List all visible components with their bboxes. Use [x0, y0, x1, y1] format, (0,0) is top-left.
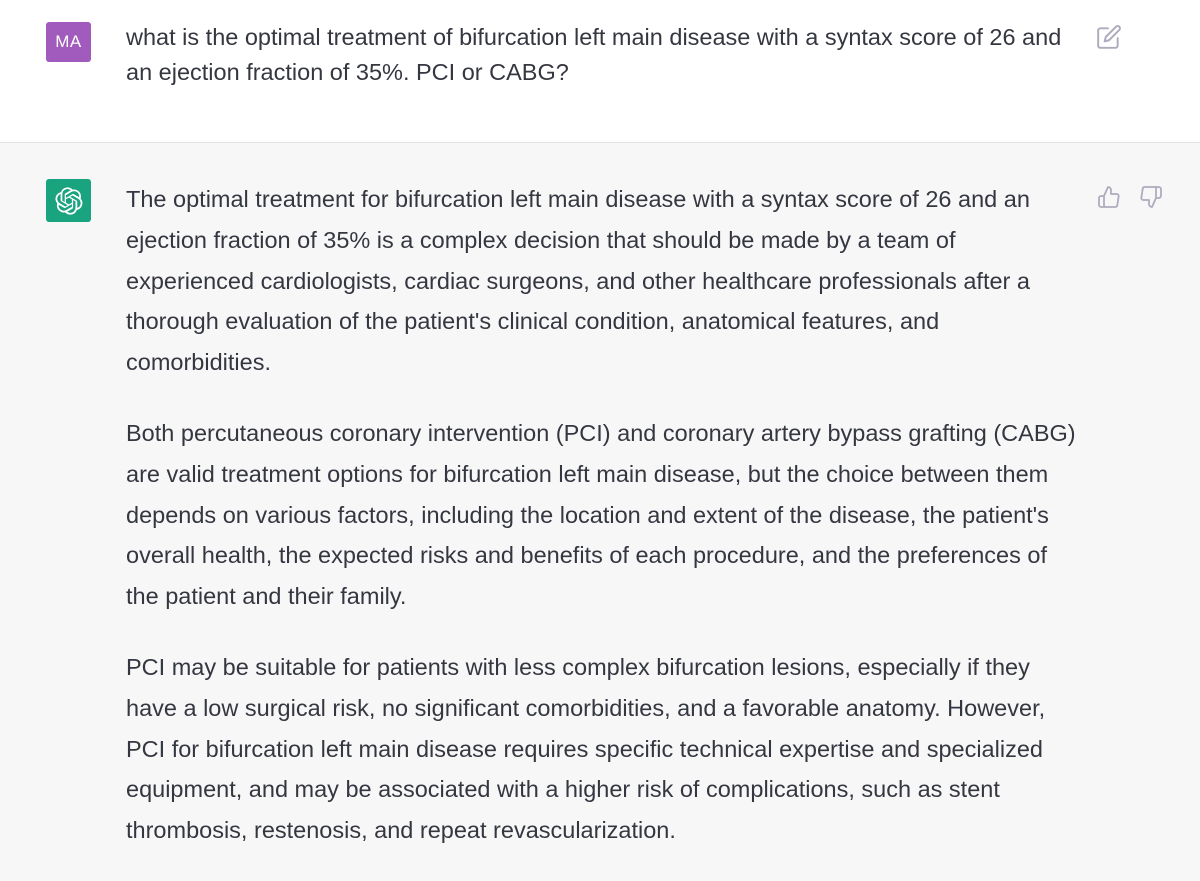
- thumbs-down-icon: [1139, 185, 1163, 209]
- user-message-text: what is the optimal treatment of bifurcation left main disease with a syntax score of 26 and an ejection fraction of 35%. PCI or CABG?: [126, 24, 1062, 85]
- thumbs-up-button[interactable]: [1097, 185, 1123, 211]
- assistant-avatar: [46, 179, 91, 222]
- response-paragraph: The optimal treatment for bifurcation left main disease with a syntax score of 26 and an ejection fraction of 35% is a complex decision that should be made by a team of experienced cardiologists, cardiac surgeons, and other healthcare professionals after a thorough evaluation of the patient's clinical condition, anatomical features, and comorbidities.: [126, 186, 1030, 376]
- assistant-message-text: [126, 179, 1086, 881]
- assistant-message: [0, 143, 1200, 856]
- response-paragraph: Both percutaneous coronary intervention (PCI) and coronary artery bypass grafting (CABG) are valid treatment options for bifurcation left main disease, but the choice between them depends on various factors, including the location and extent of the disease, the patient's overall health, the expected risks and benefits of each procedure, and the preferences of the patient and their family.: [126, 419, 1076, 610]
- edit-button[interactable]: [1096, 24, 1124, 52]
- user-message: [0, 0, 1200, 143]
- user-avatar: [46, 22, 91, 62]
- response-paragraph: PCI may be suitable for patients with less complex bifurcation lesions, especially if they have a low surgical risk, no significant comorbidities, and a favorable anatomy. However, PCI for bifurcation left main disease requires specific technical expertise and specialized equipment, and may be associated with a higher risk of complications, such as stent thrombosis, restenosis, and repeat revascularization.: [126, 653, 1046, 844]
- openai-logo-icon: [55, 187, 83, 215]
- edit-icon: [1096, 24, 1122, 50]
- thumbs-down-button[interactable]: [1139, 185, 1165, 211]
- thumbs-up-icon: [1097, 185, 1121, 209]
- user-avatar-initials: MA: [55, 32, 82, 51]
